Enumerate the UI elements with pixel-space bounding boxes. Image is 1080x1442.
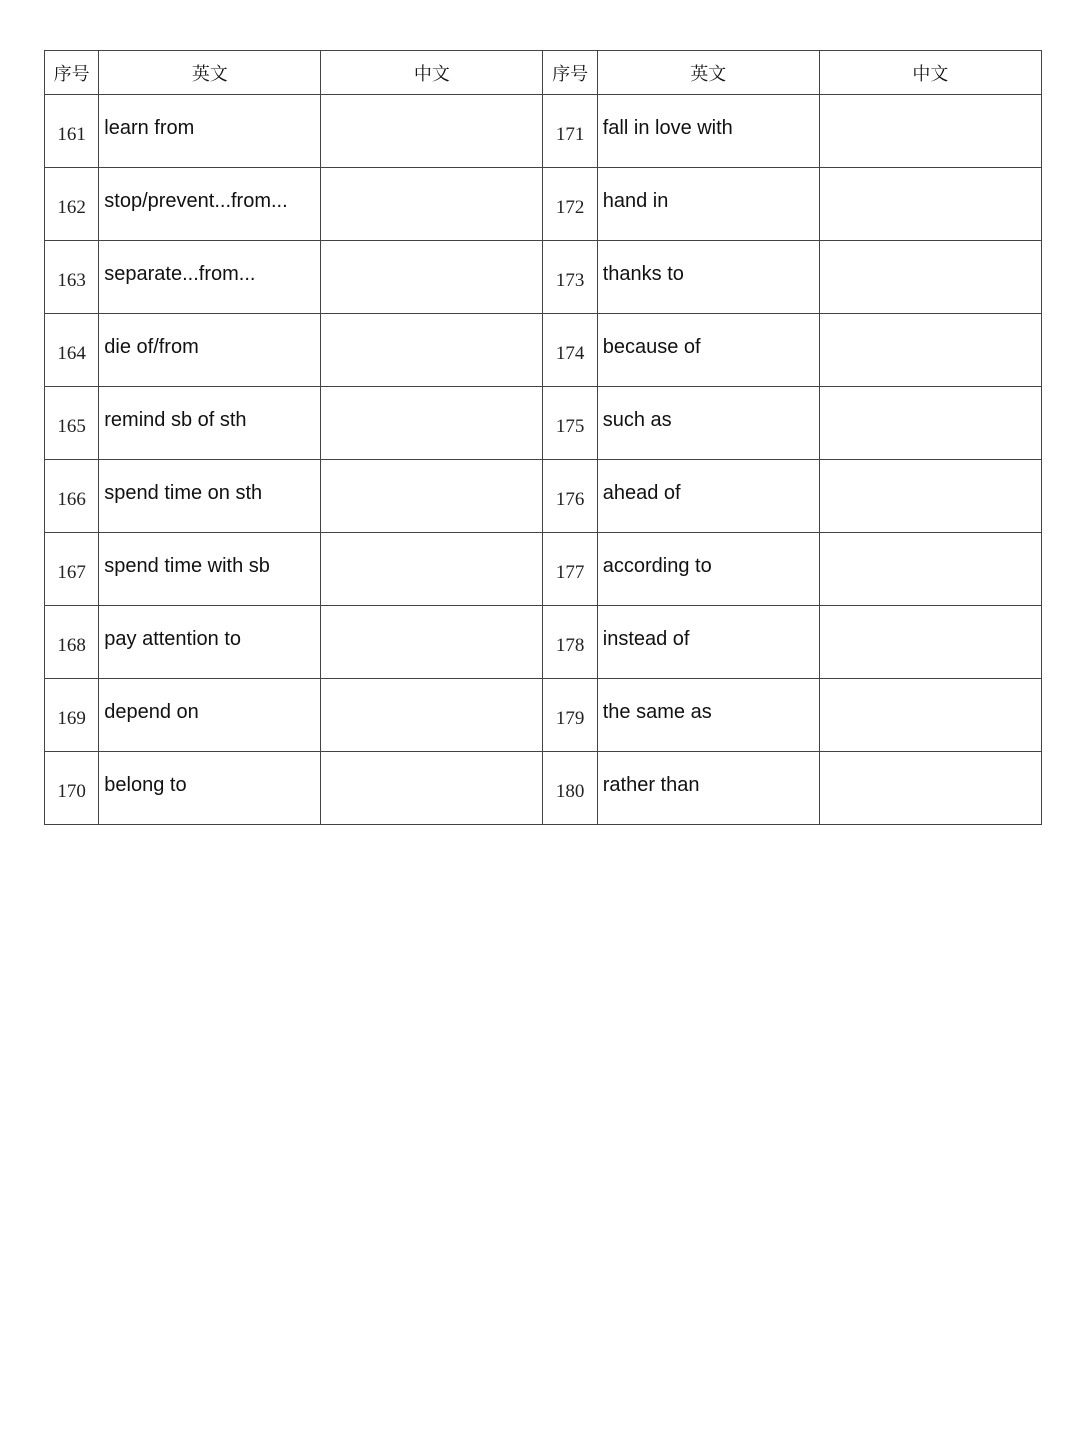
- row-english-right: fall in love with: [597, 95, 819, 168]
- row-chinese-left[interactable]: [321, 387, 543, 460]
- table-row: [45, 241, 1042, 314]
- row-english-right: the same as: [597, 679, 819, 752]
- row-number-left: 169: [45, 679, 99, 752]
- row-chinese-right[interactable]: [819, 95, 1041, 168]
- header-number-left: 序号: [45, 51, 99, 95]
- row-number-right: 172: [543, 168, 597, 241]
- row-english-left: separate...from...: [99, 241, 321, 314]
- row-english-left: stop/prevent...from...: [99, 168, 321, 241]
- row-number-right: 180: [543, 752, 597, 825]
- table-body: [45, 95, 1042, 825]
- row-chinese-right[interactable]: [819, 314, 1041, 387]
- row-chinese-right[interactable]: [819, 606, 1041, 679]
- row-english-right: because of: [597, 314, 819, 387]
- row-english-left: learn from: [99, 95, 321, 168]
- row-number-left: 166: [45, 460, 99, 533]
- row-number-right: 175: [543, 387, 597, 460]
- table-row: [45, 606, 1042, 679]
- row-chinese-right[interactable]: [819, 241, 1041, 314]
- table-row: [45, 95, 1042, 168]
- row-chinese-left[interactable]: [321, 460, 543, 533]
- table-row: [45, 679, 1042, 752]
- row-chinese-right[interactable]: [819, 533, 1041, 606]
- row-english-left: belong to: [99, 752, 321, 825]
- row-chinese-left[interactable]: [321, 168, 543, 241]
- header-english-right: 英文: [597, 51, 819, 95]
- row-number-left: 162: [45, 168, 99, 241]
- table-row: [45, 168, 1042, 241]
- row-number-left: 170: [45, 752, 99, 825]
- header-english-left: 英文: [99, 51, 321, 95]
- row-english-left: die of/from: [99, 314, 321, 387]
- row-english-right: hand in: [597, 168, 819, 241]
- row-number-right: 179: [543, 679, 597, 752]
- table-row: [45, 314, 1042, 387]
- row-chinese-left[interactable]: [321, 533, 543, 606]
- row-chinese-right[interactable]: [819, 387, 1041, 460]
- row-chinese-left[interactable]: [321, 679, 543, 752]
- row-number-right: 173: [543, 241, 597, 314]
- row-number-left: 167: [45, 533, 99, 606]
- row-chinese-left[interactable]: [321, 314, 543, 387]
- row-chinese-right[interactable]: [819, 752, 1041, 825]
- row-chinese-right[interactable]: [819, 679, 1041, 752]
- row-number-left: 168: [45, 606, 99, 679]
- header-chinese-left: 中文: [321, 51, 543, 95]
- header-row: [45, 51, 1042, 95]
- row-chinese-left[interactable]: [321, 606, 543, 679]
- row-number-right: 178: [543, 606, 597, 679]
- table-row: [45, 533, 1042, 606]
- row-number-right: 176: [543, 460, 597, 533]
- row-number-left: 161: [45, 95, 99, 168]
- row-english-left: spend time with sb: [99, 533, 321, 606]
- row-english-right: such as: [597, 387, 819, 460]
- row-chinese-left[interactable]: [321, 241, 543, 314]
- row-chinese-right[interactable]: [819, 168, 1041, 241]
- row-number-right: 171: [543, 95, 597, 168]
- row-number-left: 163: [45, 241, 99, 314]
- row-number-right: 177: [543, 533, 597, 606]
- row-chinese-left[interactable]: [321, 95, 543, 168]
- row-english-left: depend on: [99, 679, 321, 752]
- header-chinese-right: 中文: [819, 51, 1041, 95]
- table-row: [45, 387, 1042, 460]
- table-row: [45, 460, 1042, 533]
- row-english-left: spend time on sth: [99, 460, 321, 533]
- row-english-right: thanks to: [597, 241, 819, 314]
- row-english-left: pay attention to: [99, 606, 321, 679]
- row-number-left: 164: [45, 314, 99, 387]
- row-number-right: 174: [543, 314, 597, 387]
- row-english-right: rather than: [597, 752, 819, 825]
- table-row: [45, 752, 1042, 825]
- row-english-right: ahead of: [597, 460, 819, 533]
- row-english-right: instead of: [597, 606, 819, 679]
- row-chinese-left[interactable]: [321, 752, 543, 825]
- row-english-right: according to: [597, 533, 819, 606]
- row-english-left: remind sb of sth: [99, 387, 321, 460]
- row-number-left: 165: [45, 387, 99, 460]
- header-number-right: 序号: [543, 51, 597, 95]
- row-chinese-right[interactable]: [819, 460, 1041, 533]
- vocabulary-table: [44, 50, 1042, 825]
